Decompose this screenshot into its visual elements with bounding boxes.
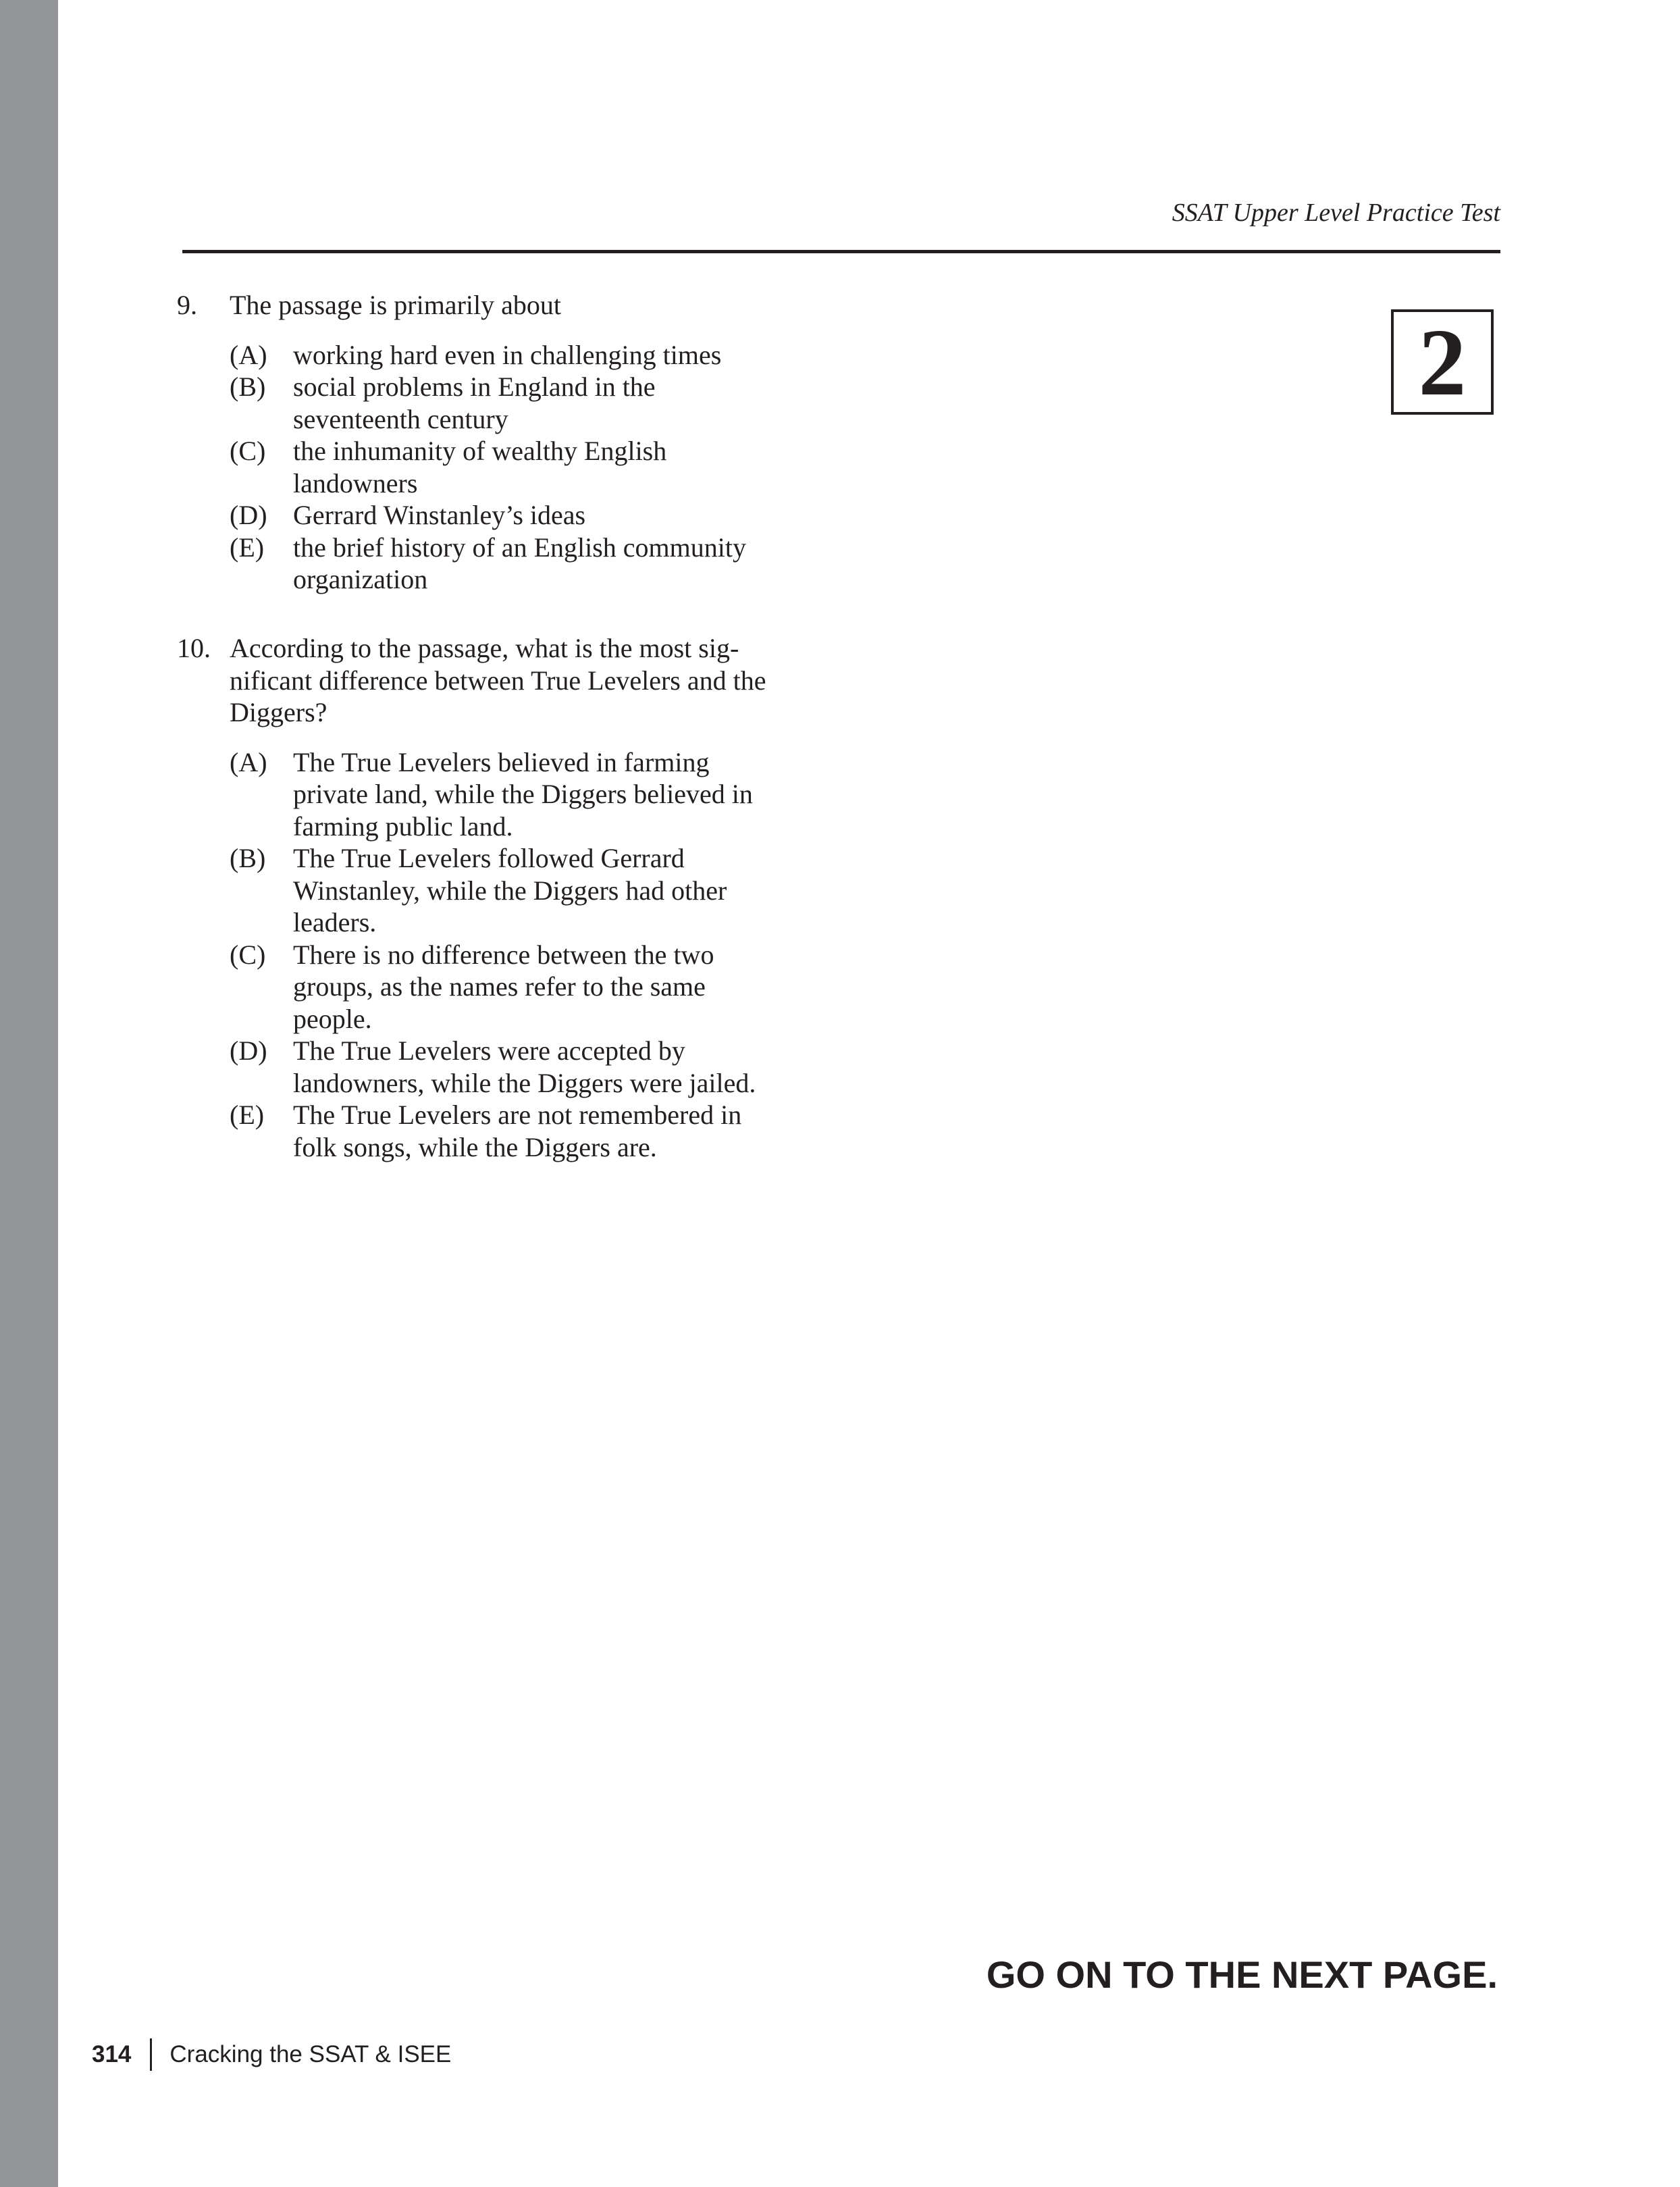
answer-choice-a[interactable] [230, 746, 798, 843]
choice-letter: (D) [230, 1035, 267, 1066]
choice-letter: (D) [230, 500, 267, 530]
choice-letter: (E) [230, 1100, 265, 1130]
answer-choices [230, 339, 806, 596]
question-number: 9. [177, 290, 197, 320]
page-edge-bar [0, 0, 58, 2187]
footer-divider [150, 2038, 152, 2071]
answer-choice-b[interactable] [230, 371, 806, 435]
answer-choice-c[interactable] [230, 435, 806, 499]
choice-text: The True Levelers believed in farming private land, while the Diggers believed in farming public land. [293, 746, 753, 842]
question-9 [177, 289, 806, 596]
answer-choice-a[interactable] [230, 339, 806, 371]
book-title: Cracking the SSAT & ISEE [169, 2041, 452, 2067]
answer-choice-b[interactable] [230, 842, 798, 939]
choice-letter: (B) [230, 371, 266, 402]
choice-text: The True Levelers followed Gerrard Winstanley, while the Diggers had other leaders. [293, 843, 727, 937]
choice-text: There is no difference between the two groups, as the names refer to the same people. [293, 939, 714, 1034]
header-rule [182, 250, 1500, 253]
answer-choice-e[interactable] [230, 532, 806, 596]
page-footer [92, 2038, 451, 2071]
question-number: 10. [177, 633, 211, 663]
answer-choice-e[interactable] [230, 1099, 798, 1163]
choice-text: Gerrard Winstanley’s ideas [293, 500, 586, 530]
answer-choice-d[interactable] [230, 1035, 798, 1099]
choice-text: social problems in England in the seventeenth century [293, 371, 656, 434]
choice-letter: (C) [230, 436, 266, 466]
choice-letter: (A) [230, 746, 267, 777]
choice-text: The True Levelers are not remembered in folk songs, while the Diggers are. [293, 1100, 742, 1162]
choice-text: the inhumanity of wealthy English landowners [293, 436, 667, 498]
choice-text: the brief history of an English community organization [293, 532, 746, 594]
go-on-notice: GO ON TO THE NEXT PAGE. [986, 1953, 1498, 1996]
choice-text: working hard even in challenging times [293, 339, 722, 370]
choice-letter: (B) [230, 843, 266, 873]
choice-letter: (E) [230, 532, 265, 563]
question-stem: The passage is primarily about [230, 290, 561, 320]
choice-text: The True Levelers were accepted by landowners, while the Diggers were jailed. [293, 1035, 756, 1098]
page-number: 314 [92, 2041, 132, 2067]
running-title: SSAT Upper Level Practice Test [1172, 199, 1500, 227]
answer-choice-c[interactable] [230, 939, 798, 1035]
answer-choices [230, 746, 798, 1164]
choice-letter: (C) [230, 939, 266, 970]
choice-letter: (A) [230, 339, 267, 370]
section-number-box: 2 [1391, 309, 1494, 415]
question-10 [177, 632, 798, 1163]
question-stem: According to the passage, what is the most significant difference between True Levelers and the Diggers? [230, 633, 766, 727]
answer-choice-d[interactable] [230, 499, 806, 532]
